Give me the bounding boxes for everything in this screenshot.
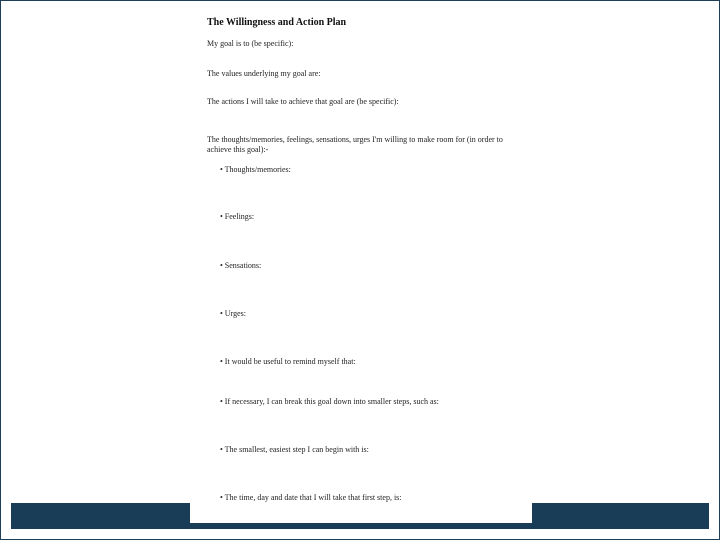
goal-prompt: My goal is to (be specific): xyxy=(207,39,294,48)
willingness-prompt: The thoughts/memories, feelings, sensations, urges I'm willing to make room for (in order to achieve this goal):- xyxy=(207,135,503,154)
bullet-thoughts: • Thoughts/memories: xyxy=(220,165,291,174)
bullet-urges: • Urges: xyxy=(220,309,246,318)
values-prompt: The values underlying my goal are: xyxy=(207,69,321,78)
bullet-sensations: • Sensations: xyxy=(220,261,262,270)
bullet-smaller-steps: • If necessary, I can break this goal down into smaller steps, such as: xyxy=(220,397,439,406)
bullet-time-date: • The time, day and date that I will take that first step, is: xyxy=(220,493,402,502)
bullet-feelings: • Feelings: xyxy=(220,212,255,221)
bullet-remind: • It would be useful to remind myself that: xyxy=(220,357,356,366)
worksheet-page xyxy=(190,10,532,523)
actions-prompt: The actions I will take to achieve that goal are (be specific): xyxy=(207,97,399,106)
document-title: The Willingness and Action Plan xyxy=(207,17,347,28)
bullet-smallest-step: • The smallest, easiest step I can begin with is: xyxy=(220,445,369,454)
